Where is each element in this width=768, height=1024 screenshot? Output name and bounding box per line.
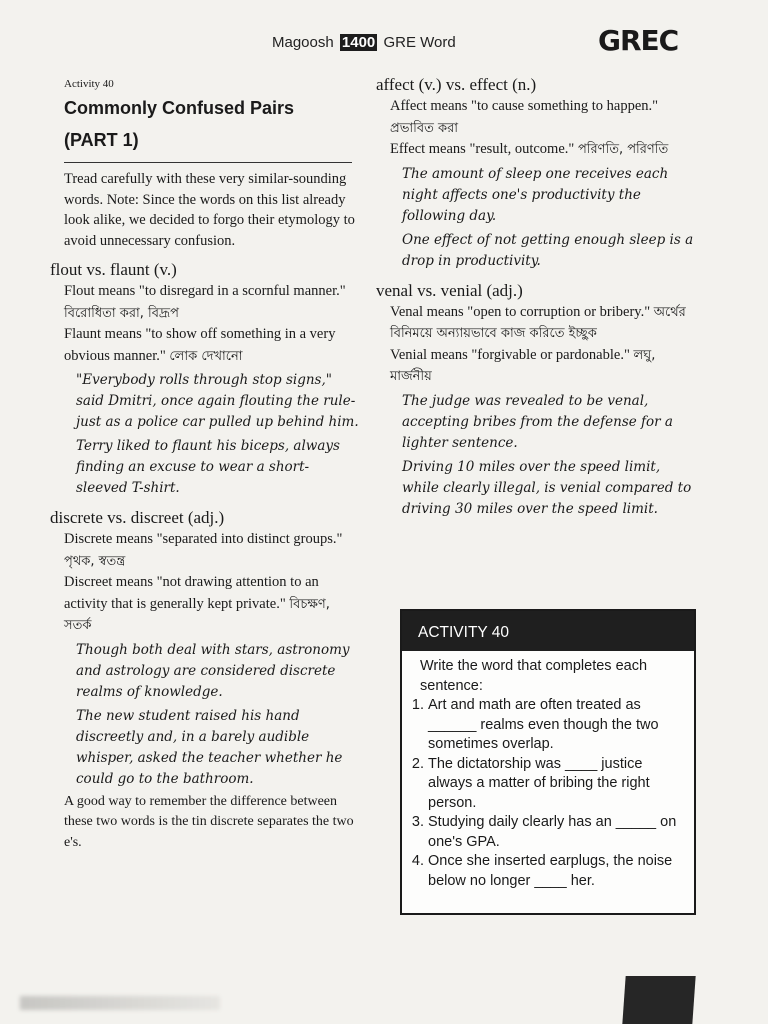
definition-venal (390, 302, 696, 345)
page-header (0, 24, 768, 58)
example-sentence: The new student raised his hand discreetly and, in a barely audible whisper, asked the teacher whether he could go to the bathroom. (76, 707, 343, 787)
grec-logo: GREC (598, 24, 679, 57)
example-sentence: One effect of not getting enough sleep is a drop in productivity. (402, 231, 694, 269)
bengali-gloss: বিচক্ষণ, সতর্ক (64, 596, 330, 633)
question-item: 1. Art and math are often treated as ______ realms even though the two sometimes overlap. (428, 696, 686, 755)
definition-text: Discrete means "separated into distinct groups." (64, 531, 343, 547)
activity-title: ACTIVITY 40 (402, 611, 694, 651)
definition-text: Venial means "forgivable or pardonable." (390, 346, 630, 363)
page-smudge (20, 996, 220, 1010)
example-sentence: Though both deal with stars, astronomy and astrology are considered discrete realms of knowledge. (76, 641, 350, 700)
entry-heading: venal vs. venial (adj.) (376, 280, 523, 300)
title-line-2: (PART 1) (64, 130, 139, 150)
entry-venal-venial (376, 280, 696, 520)
bengali-gloss: লঘু, মার্জনীয় (390, 347, 656, 384)
question-list (410, 696, 686, 891)
entry-discrete-discreet (50, 507, 360, 853)
title-divider (64, 162, 352, 163)
bengali-gloss: লোক দেখানো (169, 348, 243, 364)
title-line-1: Commonly Confused Pairs (64, 98, 295, 118)
entry-heading: discrete vs. discreet (adj.) (50, 508, 225, 527)
definition-flaunt (64, 324, 360, 367)
definition-flout (64, 281, 360, 324)
bengali-gloss: পরিণতি, পরিণতি (577, 142, 669, 157)
definition-effect (390, 139, 696, 161)
definition-text: Flout means "to disregard in a scornful manner." (64, 283, 346, 299)
intro-paragraph: Tread carefully with these very similar-sounding words. Note: Since the words on this list already look alike, we decided to forgo their etymology to avoid unnecessary confusion. (64, 171, 355, 249)
example-sentence: Driving 10 miles over the speed limit, while clearly illegal, is venial compared to driving 30 miles over the speed limit. (402, 458, 692, 517)
question-item: 3. Studying daily clearly has an _____ on one's GPA. (428, 813, 686, 852)
example-sentence: Terry liked to flaunt his biceps, always finding an excuse to wear a short-sleeved T-shirt. (76, 438, 340, 496)
page-corner-tab (622, 976, 695, 1024)
definition-discreet (64, 572, 360, 637)
bengali-gloss: পৃথক, স্বতন্ত্র (64, 553, 126, 569)
left-column (50, 78, 360, 853)
entry-heading: affect (v.) vs. effect (n.) (376, 75, 537, 94)
example-sentence: "Everybody rolls through stop signs," said Dmitri, once again flouting the rule-just as a police car pulled up behind him. (76, 372, 359, 430)
definition-affect (390, 96, 696, 139)
question-item: 4. Once she inserted earplugs, the noise below no longer ____ her. (428, 852, 686, 891)
right-column (376, 74, 696, 520)
memory-tip: A good way to remember the difference between these two words is the tin discrete separates the two e's. (64, 793, 354, 850)
bengali-gloss: বিরোধিতা করা, বিদ্রূপ (64, 305, 179, 321)
definition-discrete (64, 529, 360, 572)
brand-suffix: GRE Word (383, 34, 456, 51)
bengali-gloss: প্রভাবিত করা (390, 120, 459, 136)
activity-box (400, 609, 696, 915)
brand-prefix: Magoosh (272, 34, 334, 51)
definition-text: Affect means "to cause something to happen." (390, 98, 659, 114)
bengali-gloss: অর্থের বিনিময়ে অন্যায়ভাবে কাজ করিতে ইচ্ছুক (390, 304, 686, 341)
definition-text: Discreet means "not drawing attention to an activity that is generally kept private." (64, 574, 319, 612)
brand-badge: 1400 (341, 34, 376, 51)
definition-text: Effect means "result, outcome." (390, 141, 575, 157)
definition-text: Venal means "open to corruption or bribery." (390, 303, 651, 320)
definition-venial (390, 345, 696, 388)
entry-flout-flaunt (50, 259, 360, 499)
example-sentence: The amount of sleep one receives each night affects one's productivity the following day. (402, 165, 669, 224)
question-item: 2. The dictatorship was ____ justice always a matter of bribing the right person. (428, 755, 686, 814)
activity-body (402, 651, 694, 891)
book-title (272, 34, 456, 51)
definition-text: Flaunt means "to show off something in a very obvious manner." (64, 326, 336, 364)
page-title (64, 96, 360, 152)
entry-heading: flout vs. flaunt (v.) (50, 260, 177, 279)
example-sentence: The judge was revealed to be venal, accepting bribes from the defense for a lighter sentence. (402, 392, 673, 451)
activity-label: Activity 40 (64, 78, 114, 90)
entry-affect-effect (376, 74, 696, 272)
activity-instructions: Write the word that completes each sentence: (420, 658, 648, 694)
